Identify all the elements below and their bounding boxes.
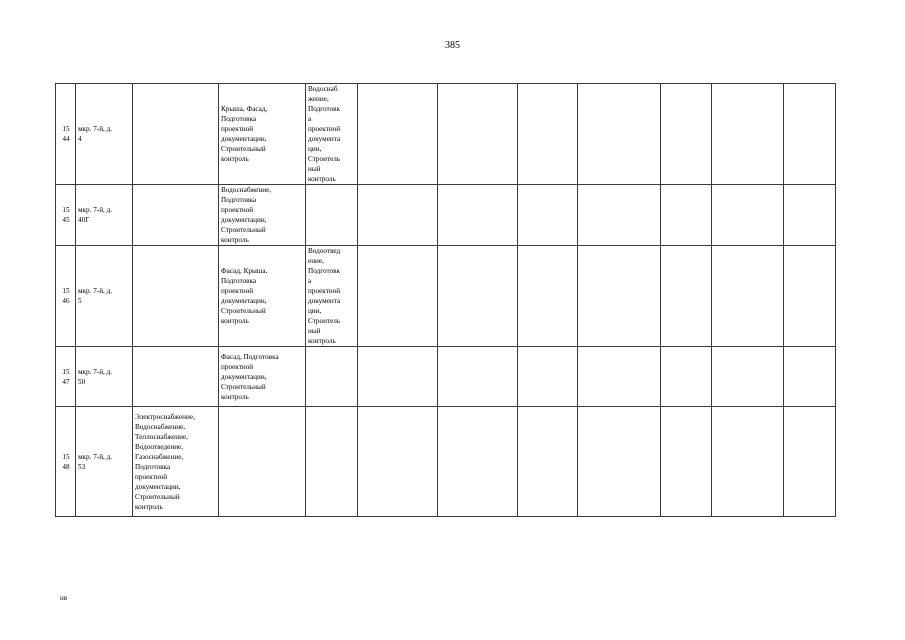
empty-cell [438, 407, 518, 517]
empty-cell [438, 185, 518, 246]
row-address: мкр. 7-й, д. 50 [76, 347, 133, 407]
empty-cell [712, 185, 784, 246]
footer-mark: нв [60, 594, 68, 602]
row-works-col4: Водоснабжение, Подготовка проектной документации, Строительный контроль [219, 185, 306, 246]
row-works-col5: Водоснаб жение, Подготовк а проектной документа ции, Строитель ный контроль [306, 84, 358, 185]
row-address: мкр. 7-й, д. 40Г [76, 185, 133, 246]
row-works-col5: Водоотвед ение, Подготовк а проектной документа ции, Строитель ный контроль [306, 246, 358, 347]
empty-cell [438, 84, 518, 185]
empty-cell [578, 347, 661, 407]
page-number: 385 [445, 40, 460, 51]
table-row [56, 246, 836, 347]
row-works-col5 [306, 185, 358, 246]
empty-cell [358, 407, 438, 517]
empty-cell [784, 347, 836, 407]
empty-cell [518, 407, 578, 517]
row-works-col3 [133, 185, 219, 246]
empty-cell [518, 246, 578, 347]
empty-cell [518, 84, 578, 185]
empty-cell [578, 407, 661, 517]
empty-cell [518, 185, 578, 246]
table-row [56, 185, 836, 246]
empty-cell [661, 347, 712, 407]
row-works-col5 [306, 407, 358, 517]
row-works-col5 [306, 347, 358, 407]
empty-cell [661, 246, 712, 347]
row-works-col3 [133, 84, 219, 185]
empty-cell [784, 407, 836, 517]
empty-cell [578, 246, 661, 347]
empty-cell [518, 347, 578, 407]
empty-cell [358, 185, 438, 246]
row-works-col3 [133, 246, 219, 347]
empty-cell [438, 347, 518, 407]
row-address: мкр. 7-й, д. 53 [76, 407, 133, 517]
empty-cell [438, 246, 518, 347]
empty-cell [358, 84, 438, 185]
row-works-col4: Крыша, Фасад, Подготовка проектной документации, Строительный контроль [219, 84, 306, 185]
row-works-col3 [133, 347, 219, 407]
row-works-col3: Электроснабжение, Водоснабжение, Теплоснабжение, Водоотведение, Газоснабжение, Подготовка проектной документации, Строительный контроль [133, 407, 219, 517]
table-row [56, 407, 836, 517]
empty-cell [712, 347, 784, 407]
empty-cell [661, 185, 712, 246]
table-row [56, 84, 836, 185]
empty-cell [578, 84, 661, 185]
row-works-col4: Фасад, Подготовка проектной документации, Строительный контроль [219, 347, 306, 407]
row-number: 15 45 [56, 185, 76, 246]
empty-cell [712, 84, 784, 185]
empty-cell [784, 84, 836, 185]
row-address: мкр. 7-й, д. 4 [76, 84, 133, 185]
row-number: 15 44 [56, 84, 76, 185]
row-address: мкр. 7-й, д. 5 [76, 246, 133, 347]
empty-cell [712, 246, 784, 347]
empty-cell [712, 407, 784, 517]
works-table [55, 83, 836, 517]
empty-cell [661, 84, 712, 185]
empty-cell [661, 407, 712, 517]
empty-cell [784, 246, 836, 347]
row-number: 15 46 [56, 246, 76, 347]
row-works-col4 [219, 407, 306, 517]
row-works-col4: Фасад, Крыша, Подготовка проектной документации, Строительный контроль [219, 246, 306, 347]
empty-cell [784, 185, 836, 246]
empty-cell [358, 347, 438, 407]
row-number: 15 47 [56, 347, 76, 407]
table-row [56, 347, 836, 407]
empty-cell [358, 246, 438, 347]
row-number: 15 48 [56, 407, 76, 517]
empty-cell [578, 185, 661, 246]
